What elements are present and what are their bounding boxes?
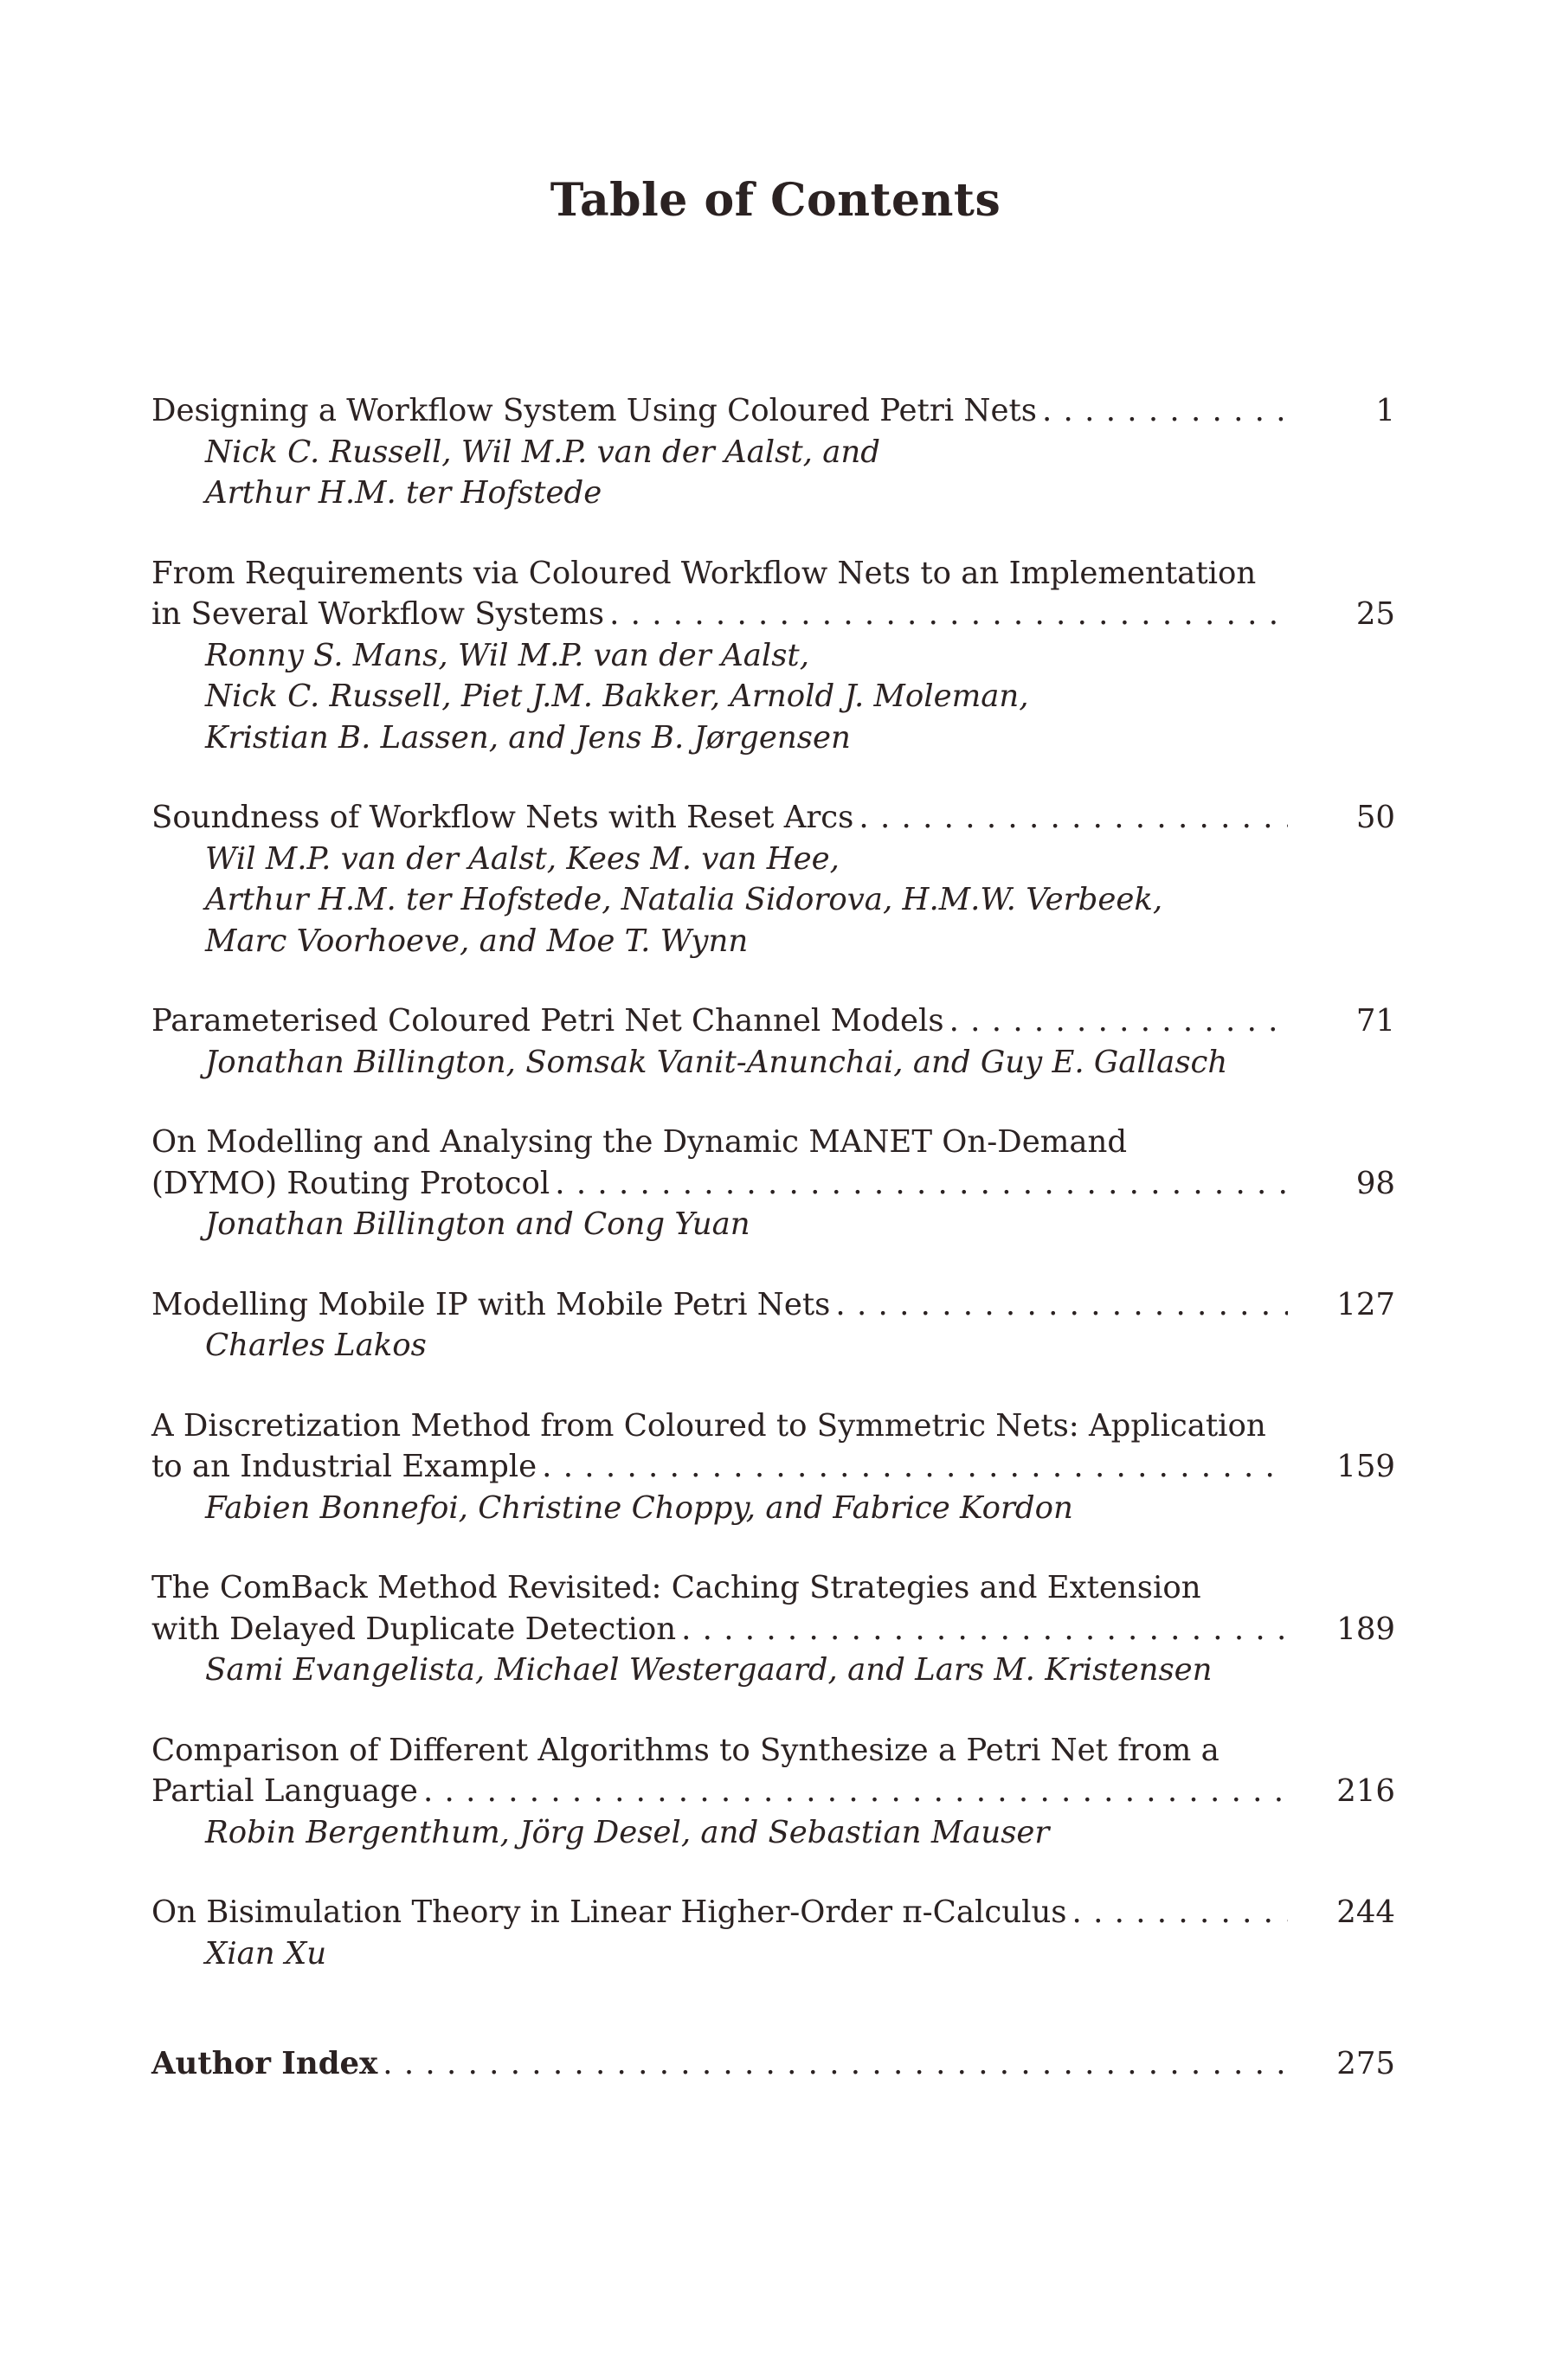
entry-title: On Bisimulation Theory in Linear Higher-Order π-Calculus [151, 1894, 1067, 1930]
entry-page-number: 216 [1336, 1773, 1395, 1809]
entry-title-line [151, 1122, 1395, 1163]
dot-leader [1037, 390, 1288, 432]
toc-entry[interactable] [151, 553, 1395, 759]
entry-authors: Wil M.P. van der Aalst, Kees M. van Hee, [205, 840, 840, 877]
entry-title: On Modelling and Analysing the Dynamic MANET On-Demand [151, 1124, 1128, 1160]
entry-authors: Xian Xu [205, 1935, 327, 1972]
entry-title-line [151, 1446, 1395, 1488]
entry-title: Soundness of Workflow Nets with Reset Arcs [151, 800, 854, 835]
entry-page-number: 244 [1336, 1894, 1395, 1930]
entry-page-number: 189 [1336, 1611, 1395, 1647]
entry-authors: Nick C. Russell, Wil M.P. van der Aalst, and [205, 434, 880, 470]
entry-title-line [151, 797, 1395, 839]
entry-title-line [151, 1892, 1395, 1933]
entry-authors: Kristian B. Lassen, and Jens B. Jørgensen [205, 719, 851, 756]
entry-page-number: 25 [1355, 596, 1395, 632]
entry-page-number: 98 [1355, 1165, 1395, 1201]
entry-title-line [151, 1771, 1395, 1812]
entry-title-line [151, 390, 1395, 432]
entry-authors: Robin Bergenthum, Jörg Desel, and Sebastian Mauser [205, 1814, 1050, 1850]
entry-authors: Arthur H.M. ter Hofstede [205, 475, 602, 511]
entry-title-line [151, 1405, 1395, 1447]
entry-title: Parameterised Coloured Petri Net Channel Models [151, 1003, 944, 1039]
entry-title-line [151, 1567, 1395, 1609]
entry-page-number: 71 [1355, 1003, 1395, 1039]
entry-authors: Jonathan Billington and Cong Yuan [205, 1206, 750, 1242]
author-index-page-number: 275 [1336, 2046, 1395, 2081]
entry-title: with Delayed Duplicate Detection [151, 1611, 677, 1647]
toc-entry[interactable] [151, 1567, 1395, 1691]
entry-title-line [151, 1000, 1395, 1042]
entry-authors: Arthur H.M. ter Hofstede, Natalia Sidorova, H.M.W. Verbeek, [205, 882, 1163, 917]
entry-title: (DYMO) Routing Protocol [151, 1165, 550, 1201]
entry-title-line [151, 553, 1395, 595]
entry-title-line [151, 1163, 1395, 1205]
entry-title: The ComBack Method Revisited: Caching Strategies and Extension [151, 1570, 1201, 1605]
entry-authors: Jonathan Billington, Somsak Vanit-Anunchai, and Guy E. Gallasch [205, 1044, 1228, 1080]
author-index-entry[interactable] [151, 2043, 1395, 2085]
entry-page-number: 127 [1336, 1286, 1395, 1322]
toc-entry[interactable] [151, 1405, 1395, 1529]
entry-title: Partial Language [151, 1773, 418, 1809]
toc-entry[interactable] [151, 390, 1395, 514]
entry-title: in Several Workflow Systems [151, 596, 605, 632]
entry-title-line [151, 1609, 1395, 1650]
dot-leader [550, 1163, 1288, 1205]
entry-title: to an Industrial Example [151, 1449, 537, 1484]
toc-list [151, 390, 1395, 2013]
dot-leader [418, 1771, 1288, 1812]
entry-page-number: 159 [1336, 1449, 1395, 1484]
dot-leader [676, 1609, 1288, 1650]
toc-entry[interactable] [151, 1000, 1395, 1083]
toc-entry[interactable] [151, 1892, 1395, 1974]
dot-leader [604, 594, 1288, 635]
entry-title-line [151, 1284, 1395, 1326]
dot-leader [830, 1284, 1288, 1326]
entry-title-line [151, 1730, 1395, 1772]
entry-title: Comparison of Different Algorithms to Synthesize a Petri Net from a [151, 1732, 1220, 1768]
dot-leader [537, 1446, 1288, 1488]
entry-title: Designing a Workflow System Using Coloured Petri Nets [151, 393, 1037, 428]
entry-authors: Fabien Bonnefoi, Christine Choppy, and Fabrice Kordon [205, 1489, 1073, 1526]
entry-title: From Requirements via Coloured Workflow Nets to an Implementation [151, 555, 1257, 591]
entry-authors: Nick C. Russell, Piet J.M. Bakker, Arnold J. Moleman, [205, 679, 1029, 714]
page-title: Table of Contents [550, 174, 1001, 227]
entry-page-number: 1 [1375, 393, 1395, 428]
dot-leader [944, 1000, 1288, 1042]
entry-page-number: 50 [1355, 800, 1395, 835]
entry-title: Modelling Mobile IP with Mobile Petri Nets [151, 1286, 831, 1322]
dot-leader [377, 2043, 1288, 2085]
author-index-label: Author Index [151, 2046, 378, 2081]
entry-authors: Marc Voorhoeve, and Moe T. Wynn [205, 923, 749, 959]
entry-authors: Ronny S. Mans, Wil M.P. van der Aalst, [205, 637, 809, 673]
toc-entry[interactable] [151, 1730, 1395, 1854]
author-index-line [151, 2043, 1395, 2085]
toc-entry[interactable] [151, 1284, 1395, 1367]
entry-authors: Charles Lakos [205, 1328, 427, 1363]
entry-authors: Sami Evangelista, Michael Westergaard, and Lars M. Kristensen [205, 1652, 1213, 1688]
dot-leader [1067, 1892, 1288, 1933]
toc-entry[interactable] [151, 1122, 1395, 1245]
dot-leader [853, 797, 1288, 839]
entry-title-line [151, 594, 1395, 635]
toc-entry[interactable] [151, 797, 1395, 962]
entry-title: A Discretization Method from Coloured to Symmetric Nets: Application [151, 1407, 1266, 1444]
